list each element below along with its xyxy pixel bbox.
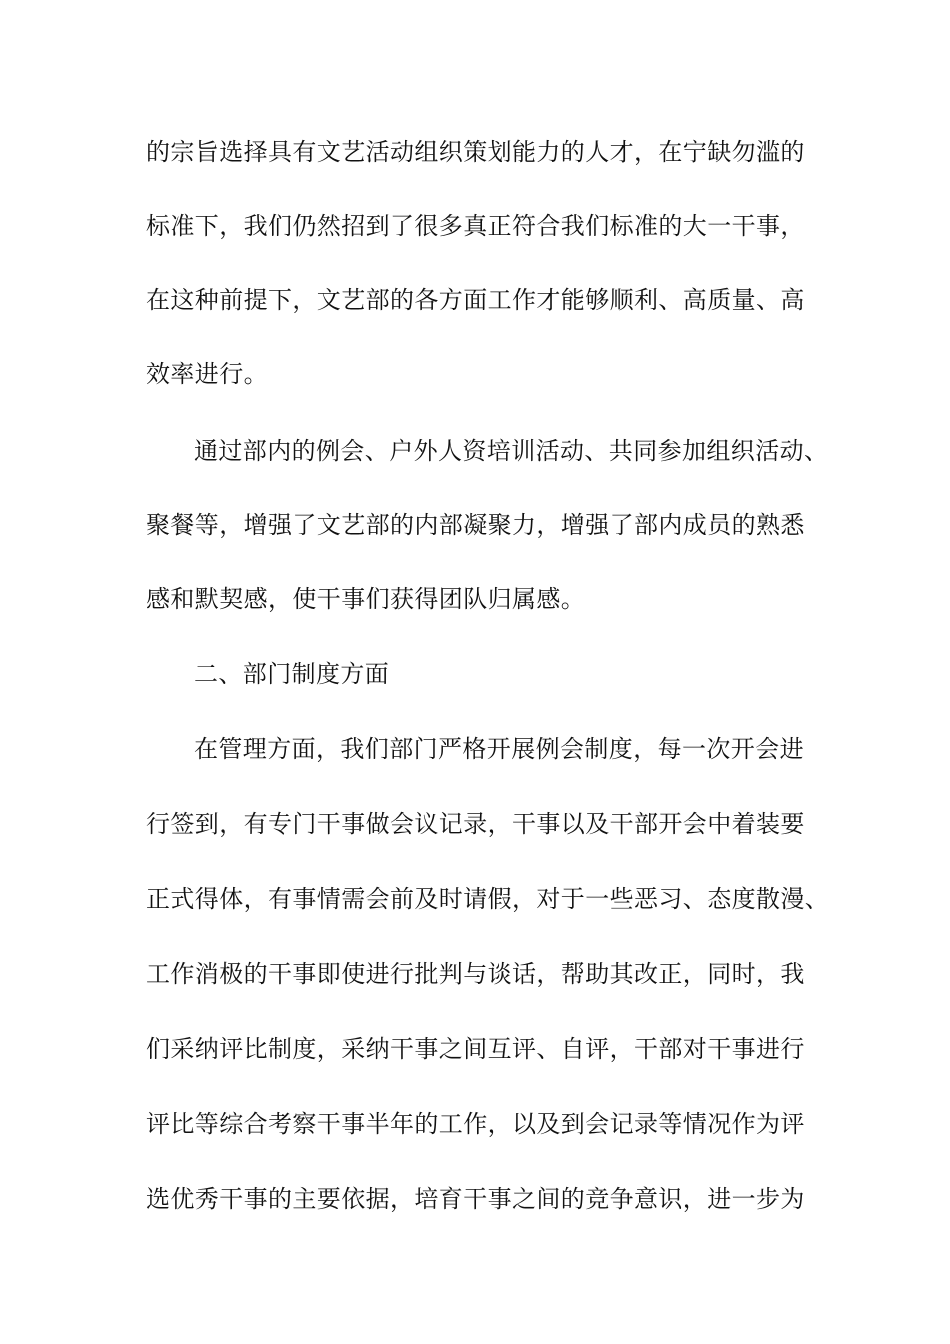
paragraph-line: 聚餐等，增强了文艺部的内部凝聚力，增强了部内成员的熟悉 [146,511,805,539]
paragraph-line: 通过部内的例会、户外人资培训活动、共同参加组织活动、 [194,437,829,465]
paragraph-line: 评比等综合考察干事半年的工作，以及到会记录等情况作为评 [146,1110,805,1138]
paragraph-line: 感和默契感，使干事们获得团队归属感。 [146,585,586,613]
paragraph-line: 在管理方面，我们部门严格开展例会制度，每一次开会进 [194,735,804,763]
paragraph-line: 标准下，我们仍然招到了很多真正符合我们标准的大一干事， [146,212,805,240]
section-heading: 二、部门制度方面 [194,660,390,688]
paragraph-line: 选优秀干事的主要依据，培育干事之间的竞争意识，进一步为 [146,1185,805,1213]
paragraph-line: 行签到，有专门干事做会议记录，干事以及干部开会中着装要 [146,810,805,838]
paragraph-line: 们采纳评比制度，采纳干事之间互评、自评，干部对干事进行 [146,1035,805,1063]
paragraph-line: 效率进行。 [146,360,268,388]
paragraph-line: 正式得体，有事情需会前及时请假，对于一些恶习、态度散漫、 [146,885,830,913]
paragraph-line: 工作消极的干事即使进行批判与谈话，帮助其改正，同时，我 [146,960,805,988]
paragraph-line: 在这种前提下，文艺部的各方面工作才能够顺利、高质量、高 [146,286,805,314]
paragraph-line: 的宗旨选择具有文艺活动组织策划能力的人才，在宁缺勿滥的 [146,138,805,166]
